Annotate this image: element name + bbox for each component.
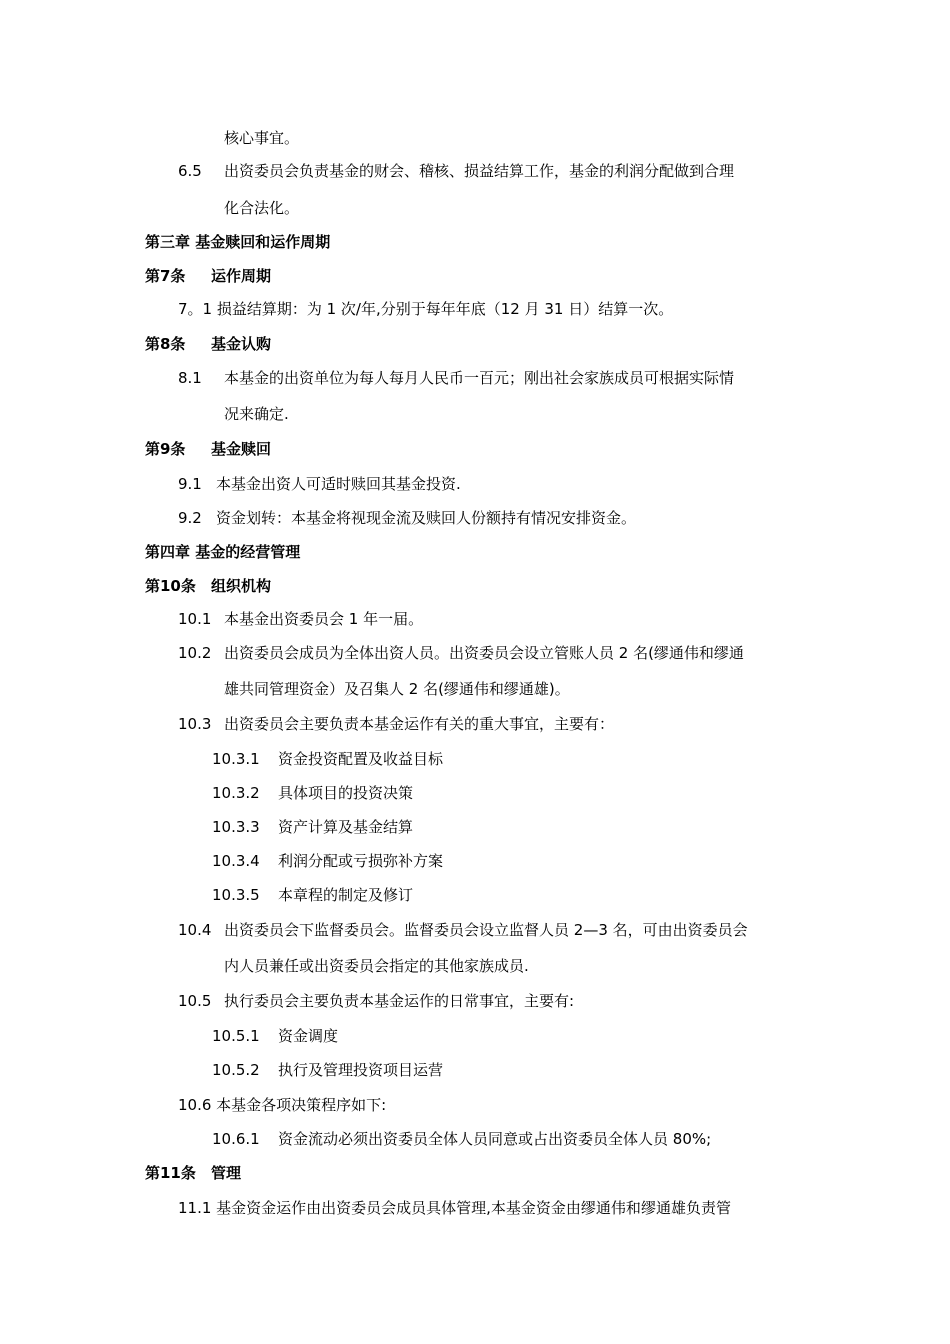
sub-clause-number: 10.3.2 <box>212 784 260 802</box>
sub-clause-text: 本章程的制定及修订 <box>278 886 414 904</box>
text-line <box>178 299 673 319</box>
sub-clause-text: 具体项目的投资决策 <box>278 784 414 802</box>
article-number: 第9条 <box>145 440 186 458</box>
article-heading <box>145 576 271 596</box>
numbered-clause <box>178 643 744 663</box>
article-heading <box>145 334 271 354</box>
sub-clause <box>212 1026 338 1046</box>
article-title: 管理 <box>211 1164 242 1182</box>
clause-text: 出资委员会主要负责本基金运作有关的重大事宜，主要有： <box>224 715 615 733</box>
clause-text: 本基金出资委员会 1 年一届。 <box>224 610 424 628</box>
sub-clause <box>212 749 443 769</box>
numbered-clause <box>178 368 734 388</box>
article-heading <box>145 1163 241 1183</box>
heading-text: 第四章 基金的经营管理 <box>145 543 301 561</box>
sub-clause <box>212 817 413 837</box>
numbered-clause <box>178 161 734 181</box>
article-title: 基金赎回 <box>211 440 272 458</box>
article-heading <box>145 439 271 459</box>
line-text: 内人员兼任或出资委员会指定的其他家族成员. <box>224 957 529 975</box>
sub-clause <box>212 851 443 871</box>
clause-number: 10.5 <box>178 992 212 1010</box>
sub-clause <box>212 783 413 803</box>
sub-clause <box>212 885 413 905</box>
sub-clause-number: 10.3.4 <box>212 852 260 870</box>
article-title: 运作周期 <box>211 267 272 285</box>
clause-text: 出资委员会负责基金的财会、稽核、损益结算工作，基金的利润分配做到合理 <box>224 162 735 180</box>
clause-number: 10.3 <box>178 715 212 733</box>
clause-number: 10.1 <box>178 610 212 628</box>
text-line <box>224 128 299 148</box>
sub-clause-text: 执行及管理投资项目运营 <box>278 1061 444 1079</box>
clause-number: 9.1 <box>178 475 202 493</box>
sub-clause-number: 10.3.3 <box>212 818 260 836</box>
sub-clause <box>212 1129 711 1149</box>
sub-clause-text: 资金投资配置及收益目标 <box>278 750 444 768</box>
clause-text: 本基金出资人可适时赎回其基金投资. <box>216 475 461 493</box>
text-line <box>178 1198 731 1218</box>
text-line <box>224 956 529 976</box>
text-line <box>178 1095 386 1115</box>
chapter-heading <box>145 232 330 252</box>
clause-text: 执行委员会主要负责本基金运作的日常事宜，主要有: <box>224 992 575 1010</box>
article-title: 基金认购 <box>211 335 272 353</box>
line-text: 化合法化。 <box>224 199 300 217</box>
numbered-clause <box>178 991 574 1011</box>
line-text: 7。1 损益结算期：为 1 次/年,分别于每年年底（12 月 31 日）结算一次。 <box>178 300 674 318</box>
clause-number: 8.1 <box>178 369 202 387</box>
sub-clause <box>212 1060 443 1080</box>
numbered-clause <box>178 920 748 940</box>
text-line <box>224 679 570 699</box>
text-line <box>224 404 289 424</box>
line-text: 况来确定. <box>224 405 289 423</box>
chapter-heading <box>145 542 300 562</box>
article-title: 组织机构 <box>211 577 272 595</box>
line-text: 核心事宜。 <box>224 129 300 147</box>
clause-number: 6.5 <box>178 162 202 180</box>
sub-clause-text: 利润分配或亏损弥补方案 <box>278 852 444 870</box>
numbered-clause <box>178 609 423 629</box>
line-text: 10.6 本基金各项决策程序如下: <box>178 1096 387 1114</box>
sub-clause-text: 资金流动必须出资委员全体人员同意或占出资委员全体人员 80%; <box>278 1130 712 1148</box>
article-number: 第10条 <box>145 577 196 595</box>
article-heading <box>145 266 271 286</box>
sub-clause-number: 10.5.1 <box>212 1027 260 1045</box>
clause-text: 资金划转：本基金将视现金流及赎回人份额持有情况安排资金。 <box>216 509 637 527</box>
sub-clause-text: 资金调度 <box>278 1027 339 1045</box>
text-line <box>224 198 299 218</box>
clause-text: 出资委员会下监督委员会。监督委员会设立监督人员 2—3 名，可由出资委员会 <box>224 921 748 939</box>
numbered-clause <box>178 508 636 528</box>
numbered-clause <box>178 474 461 494</box>
clause-number: 10.4 <box>178 921 212 939</box>
numbered-clause <box>178 714 614 734</box>
article-number: 第7条 <box>145 267 186 285</box>
sub-clause-number: 10.3.1 <box>212 750 260 768</box>
article-number: 第8条 <box>145 335 186 353</box>
sub-clause-number: 10.6.1 <box>212 1130 260 1148</box>
line-text: 11.1 基金资金运作由出资委员会成员具体管理,本基金资金由缪通伟和缪通雄负责管 <box>178 1199 731 1217</box>
sub-clause-number: 10.5.2 <box>212 1061 260 1079</box>
sub-clause-text: 资产计算及基金结算 <box>278 818 414 836</box>
clause-number: 10.2 <box>178 644 212 662</box>
sub-clause-number: 10.3.5 <box>212 886 260 904</box>
article-number: 第11条 <box>145 1164 196 1182</box>
line-text: 雄共同管理资金）及召集人 2 名(缪通伟和缪通雄)。 <box>224 680 570 698</box>
clause-number: 9.2 <box>178 509 202 527</box>
clause-text: 出资委员会成员为全体出资人员。出资委员会设立管账人员 2 名(缪通伟和缪通 <box>224 644 744 662</box>
heading-text: 第三章 基金赎回和运作周期 <box>145 233 331 251</box>
clause-text: 本基金的出资单位为每人每月人民币一百元；刚出社会家族成员可根据实际情 <box>224 369 735 387</box>
